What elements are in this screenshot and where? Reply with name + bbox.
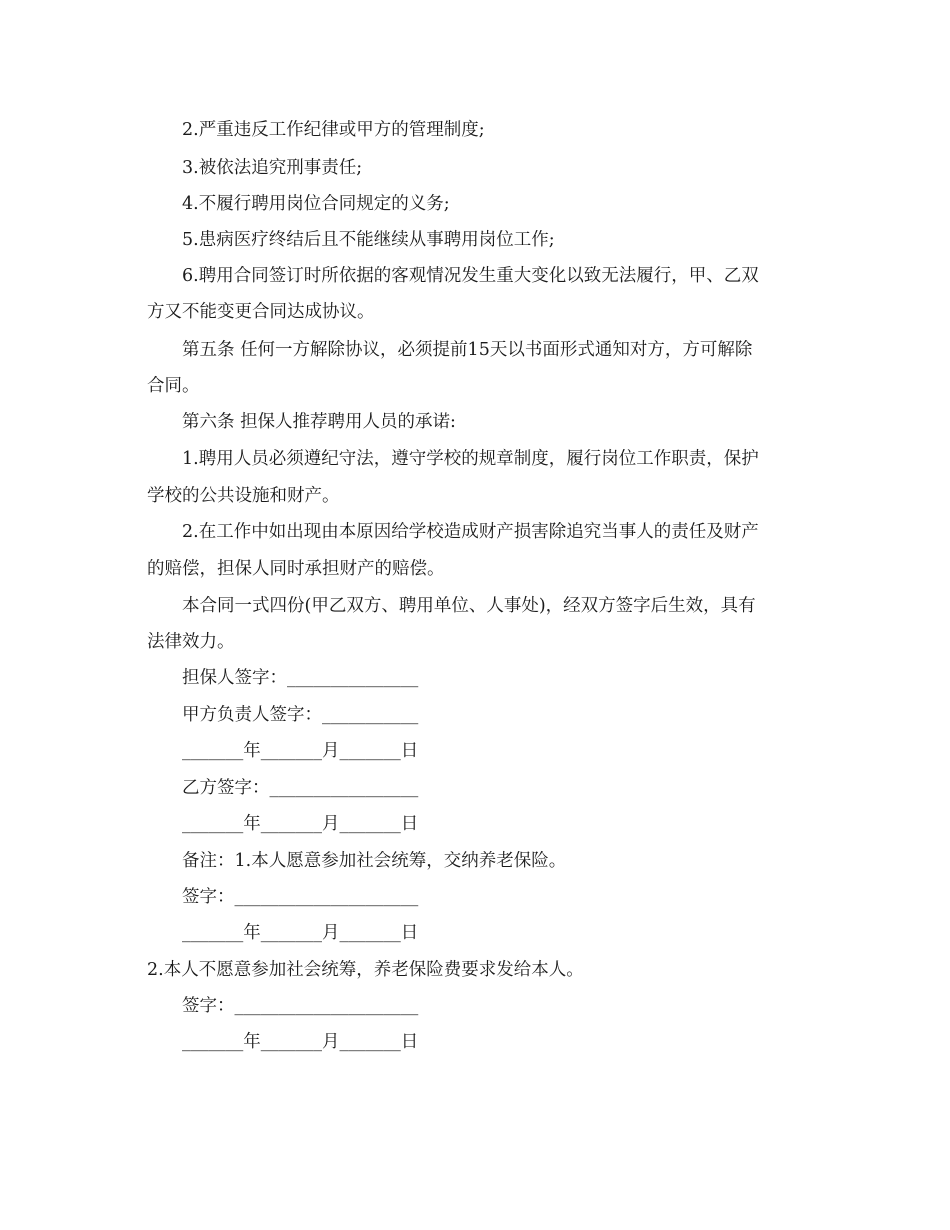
date-line: _______年_______月_______日	[182, 1032, 419, 1052]
party-b-signature-line: 乙方签字：_________________	[182, 778, 419, 798]
remark-signature-line: 签字：_____________________	[182, 996, 419, 1016]
guarantee-item-2: 2.在工作中如出现由本原因给学校造成财产损害除追究当事人的责任及财产	[182, 522, 759, 542]
clause-item-2: 2.严重违反工作纪律或甲方的管理制度;	[182, 120, 485, 140]
remark-option-1: 备注：1.本人愿意参加社会统筹，交纳养老保险。	[182, 851, 567, 871]
guarantor-signature-line: 担保人签字：_______________	[182, 668, 419, 688]
clause-item-4: 4.不履行聘用岗位合同规定的义务;	[182, 194, 450, 214]
remark-signature-line: 签字：_____________________	[182, 887, 419, 907]
article-6-heading: 第六条 担保人推荐聘用人员的承诺:	[182, 412, 456, 432]
clause-item-6-cont: 方又不能变更合同达成协议。	[147, 302, 375, 322]
date-line: _______年_______月_______日	[182, 814, 419, 834]
clause-item-5: 5.患病医疗终结后且不能继续从事聘用岗位工作;	[182, 230, 555, 250]
article-5: 第五条 任何一方解除协议，必须提前15天以书面形式通知对方，方可解除	[182, 340, 753, 360]
guarantee-item-1-cont: 学校的公共设施和财产。	[147, 486, 340, 506]
copies-clause: 本合同一式四份(甲乙双方、聘用单位、人事处)，经双方签字后生效，具有	[182, 596, 756, 616]
guarantee-item-2-cont: 的赔偿，担保人同时承担财产的赔偿。	[147, 559, 445, 579]
date-line: _______年_______月_______日	[182, 923, 419, 943]
clause-item-6: 6.聘用合同签订时所依据的客观情况发生重大变化以致无法履行，甲、乙双	[182, 266, 759, 286]
clause-item-3: 3.被依法追究刑事责任;	[182, 158, 363, 178]
remark-option-2: 2.本人不愿意参加社会统筹，养老保险费要求发给本人。	[147, 960, 584, 980]
guarantee-item-1: 1.聘用人员必须遵纪守法，遵守学校的规章制度，履行岗位工作职责，保护	[182, 449, 759, 469]
date-line: _______年_______月_______日	[182, 741, 419, 761]
copies-clause-cont: 法律效力。	[147, 632, 235, 652]
party-a-signature-line: 甲方负责人签字：___________	[182, 705, 419, 725]
article-5-cont: 合同。	[147, 376, 200, 396]
